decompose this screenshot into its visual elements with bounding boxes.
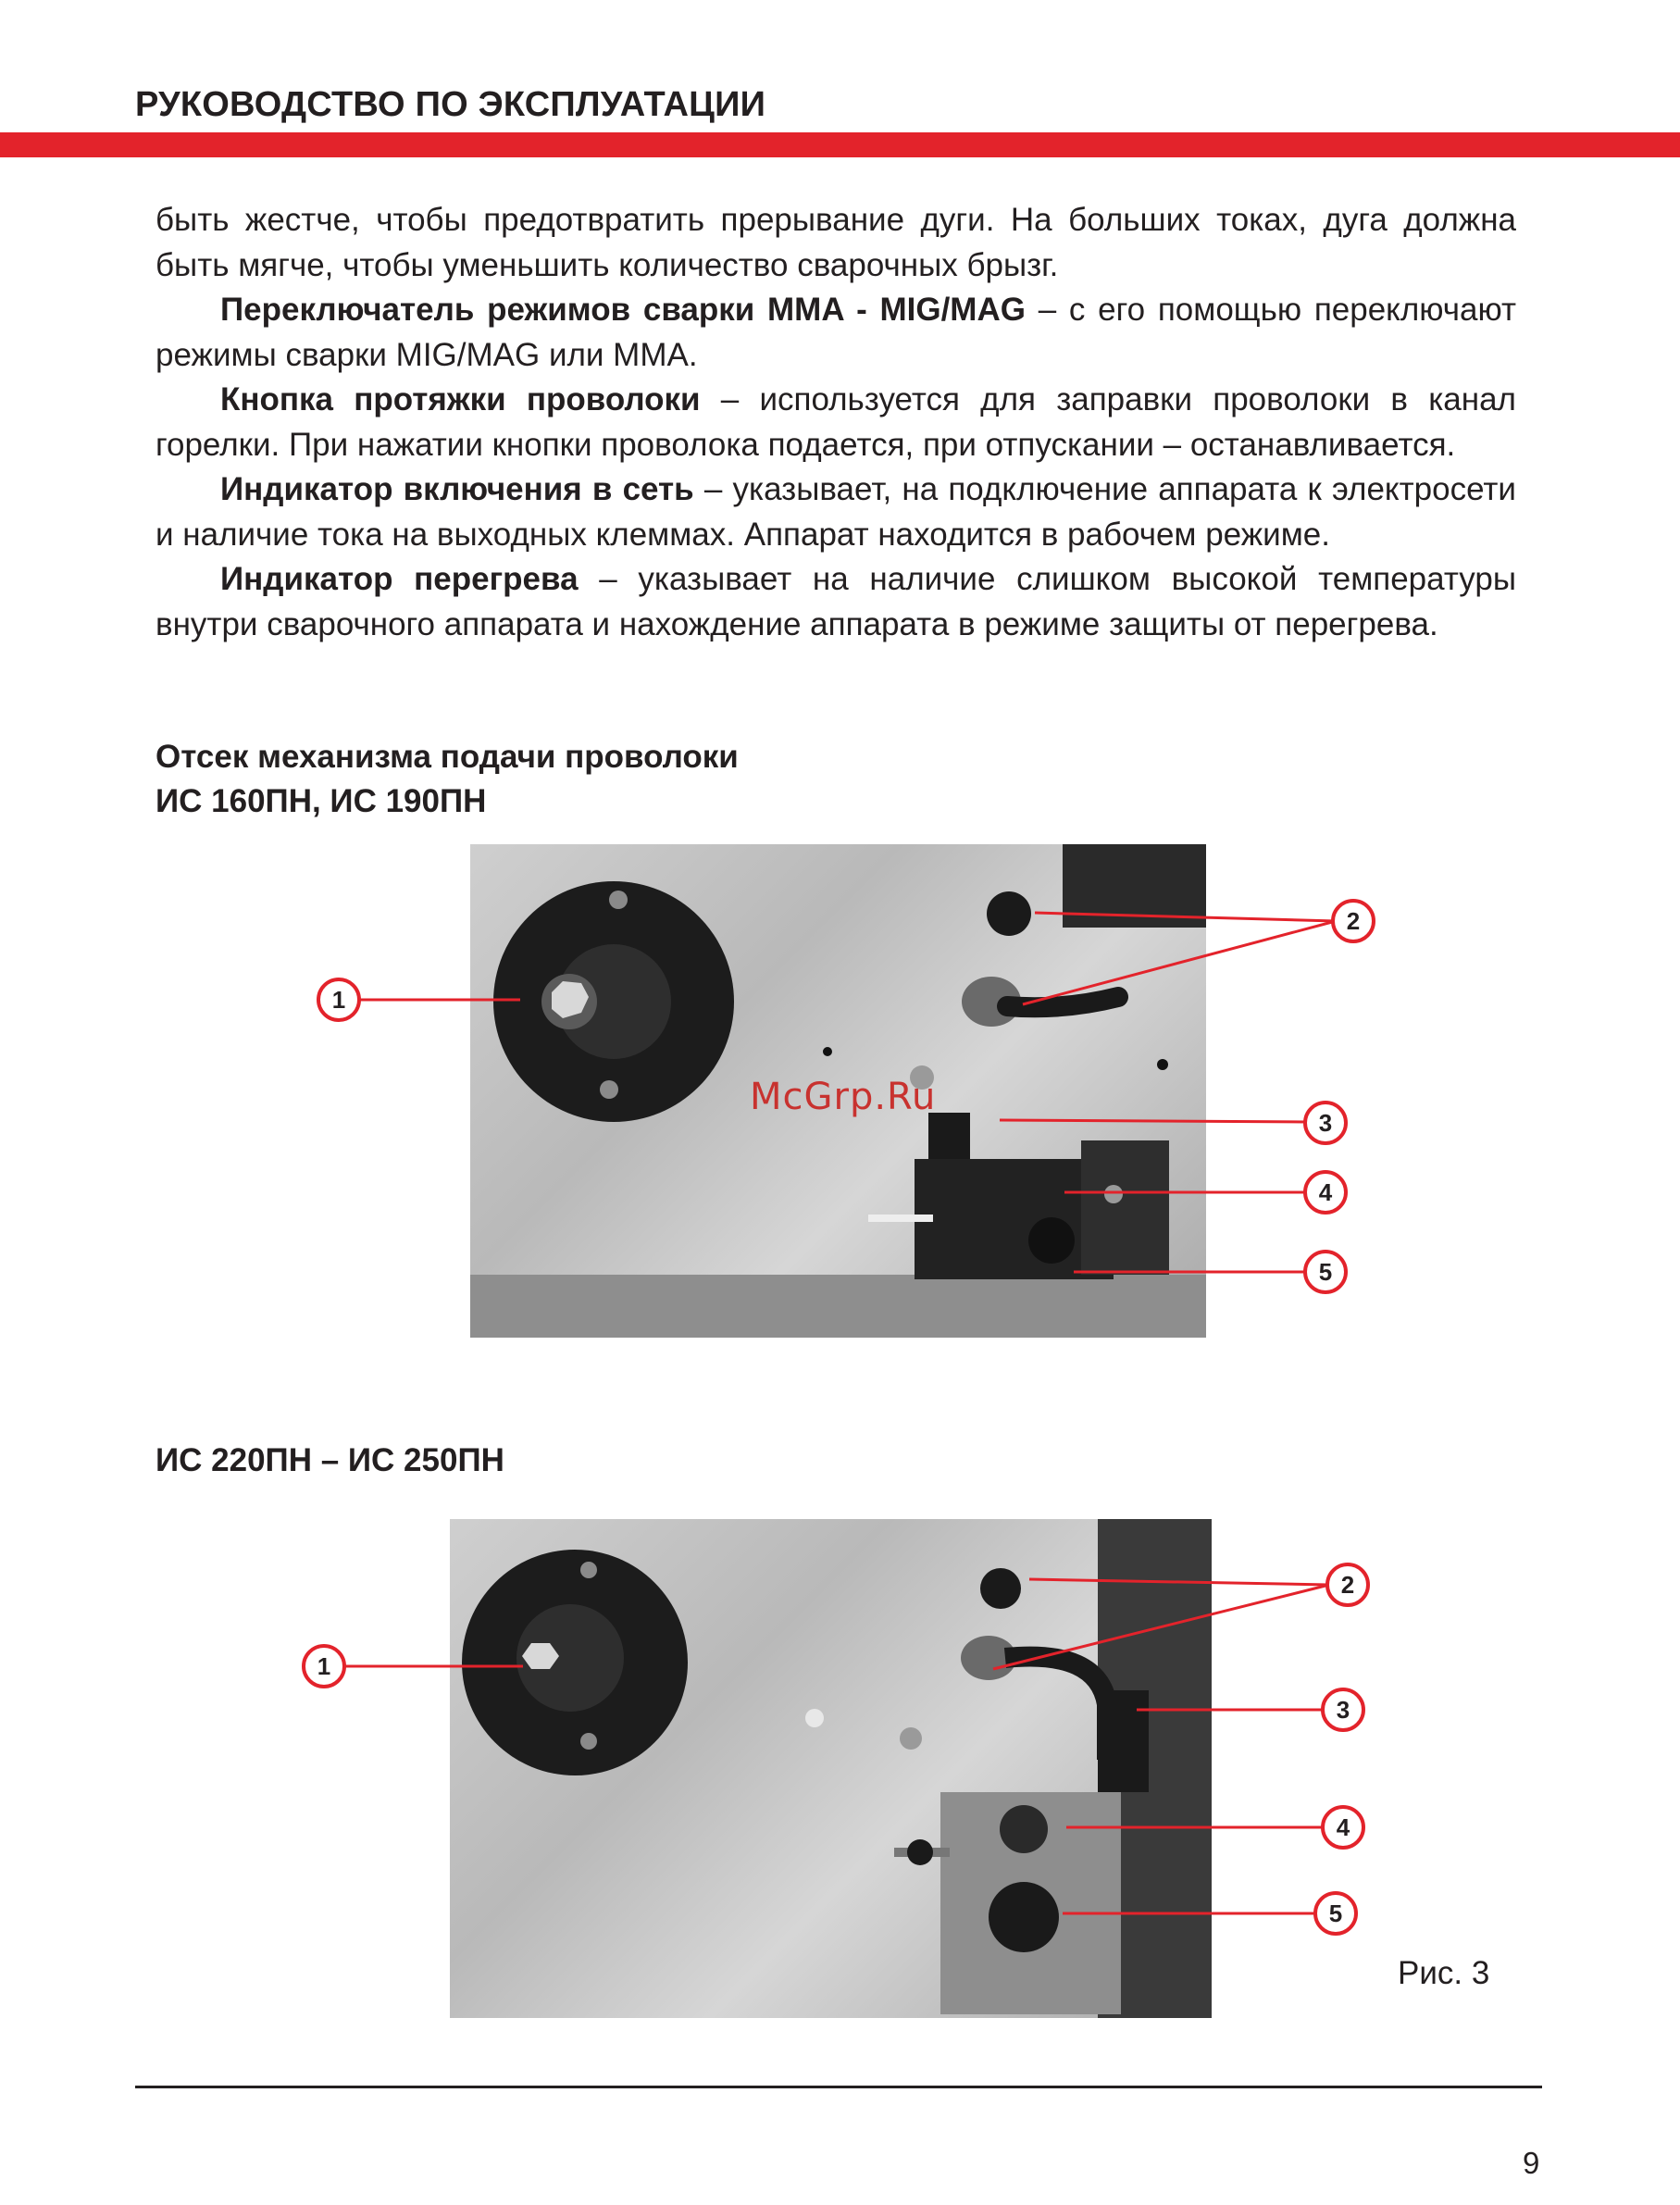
svg-text:4: 4 xyxy=(1336,1813,1350,1841)
svg-text:1: 1 xyxy=(331,986,346,1014)
svg-text:2: 2 xyxy=(1346,907,1361,935)
section1-title: Отсек механизма подачи проволоки ИС 160ПН, ИС 190ПН xyxy=(156,739,739,819)
fig2-callout-3 xyxy=(1137,1689,1363,1730)
figure-caption: Рис. 3 xyxy=(1398,1955,1490,1991)
paragraph-5: Индикатор перегрева – указывает на наличие слишком высокой температуры внутри сварочного аппарата и нахождение аппарата в режиме защиты от перегрева. xyxy=(156,561,1516,642)
paragraph-4: Индикатор включения в сеть – указывает, на подключение аппарата к электросети и наличие тока на выходных клеммах. Аппарат находится в рабочем режиме. xyxy=(156,471,1516,553)
page-header-title: РУКОВОДСТВО ПО ЭКСПЛУАТАЦИИ xyxy=(135,85,766,124)
svg-text:3: 3 xyxy=(1336,1696,1350,1724)
footer-rule xyxy=(135,2086,1542,2088)
fig2-callout-4 xyxy=(1066,1807,1363,1848)
paragraph-2: Переключатель режимов сварки MMA - MIG/MAG – с его помощью переключают режимы сварки MIG/MAG или MMA. xyxy=(156,292,1516,373)
svg-text:2: 2 xyxy=(1340,1571,1355,1599)
term-power-indicator: Индикатор включения в сеть xyxy=(220,471,694,507)
fig2-callout-2 xyxy=(993,1564,1368,1669)
section2-title: ИС 220ПН – ИС 250ПН xyxy=(156,1442,504,1478)
term-wire-feed-button: Кнопка протяжки проволоки xyxy=(220,381,701,417)
svg-text:3: 3 xyxy=(1318,1109,1333,1137)
svg-text:1: 1 xyxy=(317,1652,331,1680)
svg-text:5: 5 xyxy=(1318,1258,1333,1286)
svg-text:5: 5 xyxy=(1328,1900,1343,1927)
fig2-callout-5 xyxy=(1063,1893,1356,1934)
paragraph-3: Кнопка протяжки проволоки – используется для заправки проволоки в канал горелки. При нажатии кнопки проволока подается, при отпускании – останавливается. xyxy=(156,381,1516,463)
paragraph-1: быть жестче, чтобы предотвратить прерывание дуги. На больших токах, дуга должна быть мягче, чтобы уменьшить количество сварочных брызг. xyxy=(156,202,1516,283)
fig2-callout-1 xyxy=(304,1646,523,1687)
term-overheat-indicator: Индикатор перегрева xyxy=(220,561,579,597)
svg-text:4: 4 xyxy=(1318,1178,1333,1206)
page-number: 9 xyxy=(1523,2146,1540,2180)
watermark: McGrp.Ru xyxy=(750,1076,937,1118)
term-mode-switch: Переключатель режимов сварки MMA - MIG/MAG xyxy=(220,292,1026,328)
